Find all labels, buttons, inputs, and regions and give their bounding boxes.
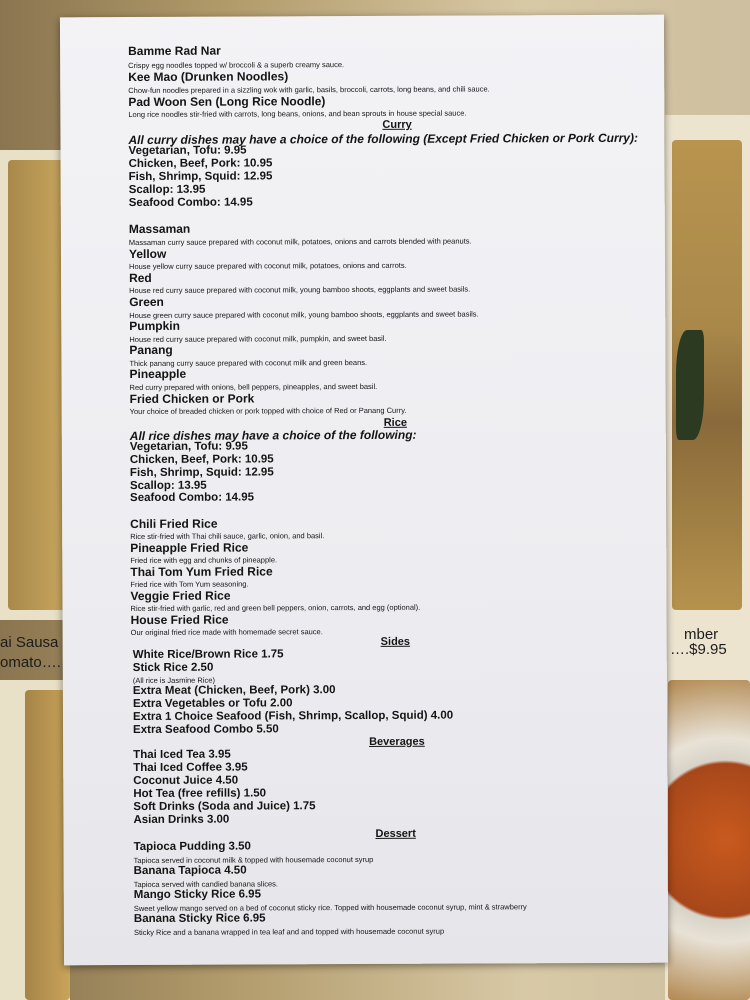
rice-price-line: Seafood Combo: 14.95: [130, 491, 255, 505]
beverage-item: Thai Iced Coffee 3.95: [133, 761, 248, 775]
menu-item-name: Chili Fried Rice: [130, 516, 218, 532]
menu-item-name: Thai Tom Yum Fried Rice: [130, 564, 273, 580]
menu-item-desc: Your choice of breaded chicken or pork topped with choice of Red or Panang Curry.: [129, 405, 407, 417]
menu-item-desc: Sweet yellow mango served on a bed of coconut sticky rice. Topped with housemade coconut syrup, mint & strawberry: [133, 902, 527, 914]
menu-item-name: Panang: [129, 342, 173, 358]
menu-paper: [60, 15, 668, 966]
background-text-left-1: ai Sausa: [0, 634, 59, 651]
side-note: (All rice is Jasmine Rice): [132, 675, 215, 686]
menu-item-name: Pineapple: [129, 366, 187, 382]
menu-item-name: Veggie Fried Rice: [130, 588, 231, 604]
menu-item-name: Banana Sticky Rice 6.95: [133, 912, 266, 926]
menu-item-desc: Fried rice with Tom Yum seasoning.: [130, 579, 249, 590]
menu-item-name: Bamme Rad Nar: [128, 43, 221, 59]
menu-item-name: Fried Chicken or Pork: [129, 391, 255, 407]
side-item: Extra Seafood Combo 5.50: [133, 723, 279, 737]
rice-price-line: Scallop: 13.95: [129, 479, 207, 493]
section-title-beverages: Beverages: [369, 735, 425, 748]
menu-item-desc: Massaman curry sauce prepared with coconut milk, potatoes, onions and carrots blended with peanuts.: [128, 236, 472, 248]
background-text-right-1: mber: [684, 626, 719, 643]
background-text-right-2: ….$9.95: [670, 641, 727, 658]
curry-price-line: Seafood Combo: 14.95: [128, 196, 253, 210]
menu-item-desc: Tapioca served in coconut milk & topped with housemade coconut syrup: [133, 854, 374, 866]
curry-note: All curry dishes may have a choice of the following (Except Fried Chicken or Pork Curry):: [128, 130, 638, 148]
rice-price-line: Fish, Shrimp, Squid: 12.95: [129, 466, 274, 480]
menu-item-desc: House red curry sauce prepared with coconut milk, young bamboo shoots, eggplants and sweet basils.: [129, 284, 471, 296]
menu-item-desc: Red curry prepared with onions, bell peppers, pineapples, and sweet basil.: [129, 381, 378, 393]
menu-item-name: Pineapple Fried Rice: [130, 540, 249, 556]
section-title-curry: Curry: [382, 118, 412, 131]
menu-item-desc: House red curry sauce prepared with coconut milk, pumpkin, and sweet basil.: [129, 333, 387, 345]
menu-item-name: Banana Tapioca 4.50: [133, 864, 247, 878]
rice-price-line: Chicken, Beef, Pork: 10.95: [129, 453, 274, 467]
rice-price-line: Vegetarian, Tofu: 9.95: [129, 440, 248, 454]
side-item: Stick Rice 2.50: [132, 661, 214, 675]
menu-item-desc: Our original fried rice made with homemade secret sauce.: [130, 627, 323, 638]
menu-item-desc: Sticky Rice and a banana wrapped in tea leaf and and topped with housemade coconut syrup: [133, 926, 445, 938]
menu-item-desc: House green curry sauce prepared with coconut milk, young bamboo shoots, eggplants and sweet basils.: [129, 309, 479, 321]
menu-item-name: Massaman: [128, 221, 191, 237]
curry-price-line: Vegetarian, Tofu: 9.95: [128, 144, 247, 158]
menu-item-desc: Rice stir-fried with Thai chili sauce, garlic, onion, and basil.: [130, 531, 325, 542]
side-item: Extra 1 Choice Seafood (Fish, Shrimp, Scallop, Squid) 4.00: [132, 709, 454, 724]
menu-item-desc: Long rice noodles stir-fried with carrots, long beans, onions, and bean sprouts in house special sauce.: [128, 108, 467, 120]
curry-price-line: Fish, Shrimp, Squid: 12.95: [128, 170, 273, 184]
menu-item-desc: Chow-fun noodles prepared in a sizzling wok with garlic, basils, broccoli, carrots, long beans, and chili sauce.: [128, 84, 490, 96]
curry-price-line: Chicken, Beef, Pork: 10.95: [128, 157, 273, 171]
menu-item-name: Pumpkin: [129, 318, 180, 334]
section-title-rice: Rice: [383, 416, 407, 429]
menu-item-desc: Rice stir-fried with garlic, red and green bell peppers, onion, carrots, and egg (optional).: [130, 602, 421, 614]
menu-item-name: Kee Mao (Drunken Noodles): [128, 69, 289, 85]
side-item: Extra Vegetables or Tofu 2.00: [132, 697, 293, 711]
section-title-dessert: Dessert: [375, 827, 416, 840]
menu-item-desc: Thick panang curry sauce prepared with coconut milk and green beans.: [129, 357, 368, 369]
menu-item-name: Yellow: [128, 246, 167, 262]
menu-item-name: House Fried Rice: [130, 612, 229, 628]
menu-item-desc: House yellow curry sauce prepared with coconut milk, potatoes, onions and carrots.: [129, 260, 407, 272]
beverage-item: Soft Drinks (Soda and Juice) 1.75: [133, 800, 316, 814]
curry-price-line: Scallop: 13.95: [128, 183, 206, 197]
menu-item-desc: Crispy egg noodles topped w/ broccoli & a superb creamy sauce.: [128, 60, 345, 71]
section-title-sides: Sides: [380, 635, 411, 648]
menu-item-desc: Fried rice with egg and chunks of pineapple.: [130, 555, 278, 566]
menu-item-name: Red: [129, 270, 152, 286]
menu-content: [60, 15, 668, 966]
side-item: Extra Meat (Chicken, Beef, Pork) 3.00: [132, 684, 336, 698]
rice-note: All rice dishes may have a choice of the following:: [129, 427, 417, 444]
background-photo-right-bottom: [668, 680, 750, 1000]
menu-item-name: Pad Woon Sen (Long Rice Noodle): [128, 94, 326, 110]
menu-item-name: Mango Sticky Rice 6.95: [133, 888, 261, 902]
menu-item-desc: Tapioca served with candied banana slices.: [133, 879, 279, 890]
beverage-item: Hot Tea (free refills) 1.50: [133, 787, 267, 801]
background-photo-left-top: [8, 160, 68, 610]
beverage-item: Asian Drinks 3.00: [133, 813, 230, 827]
menu-item-name: Tapioca Pudding 3.50: [133, 840, 251, 854]
side-item: White Rice/Brown Rice 1.75: [132, 648, 284, 662]
menu-item-name: Green: [129, 294, 164, 310]
beverage-item: Coconut Juice 4.50: [133, 774, 239, 788]
background-herb-icon: [676, 330, 704, 440]
background-text-left-2: omato….: [0, 654, 61, 671]
beverage-item: Thai Iced Tea 3.95: [133, 748, 231, 762]
